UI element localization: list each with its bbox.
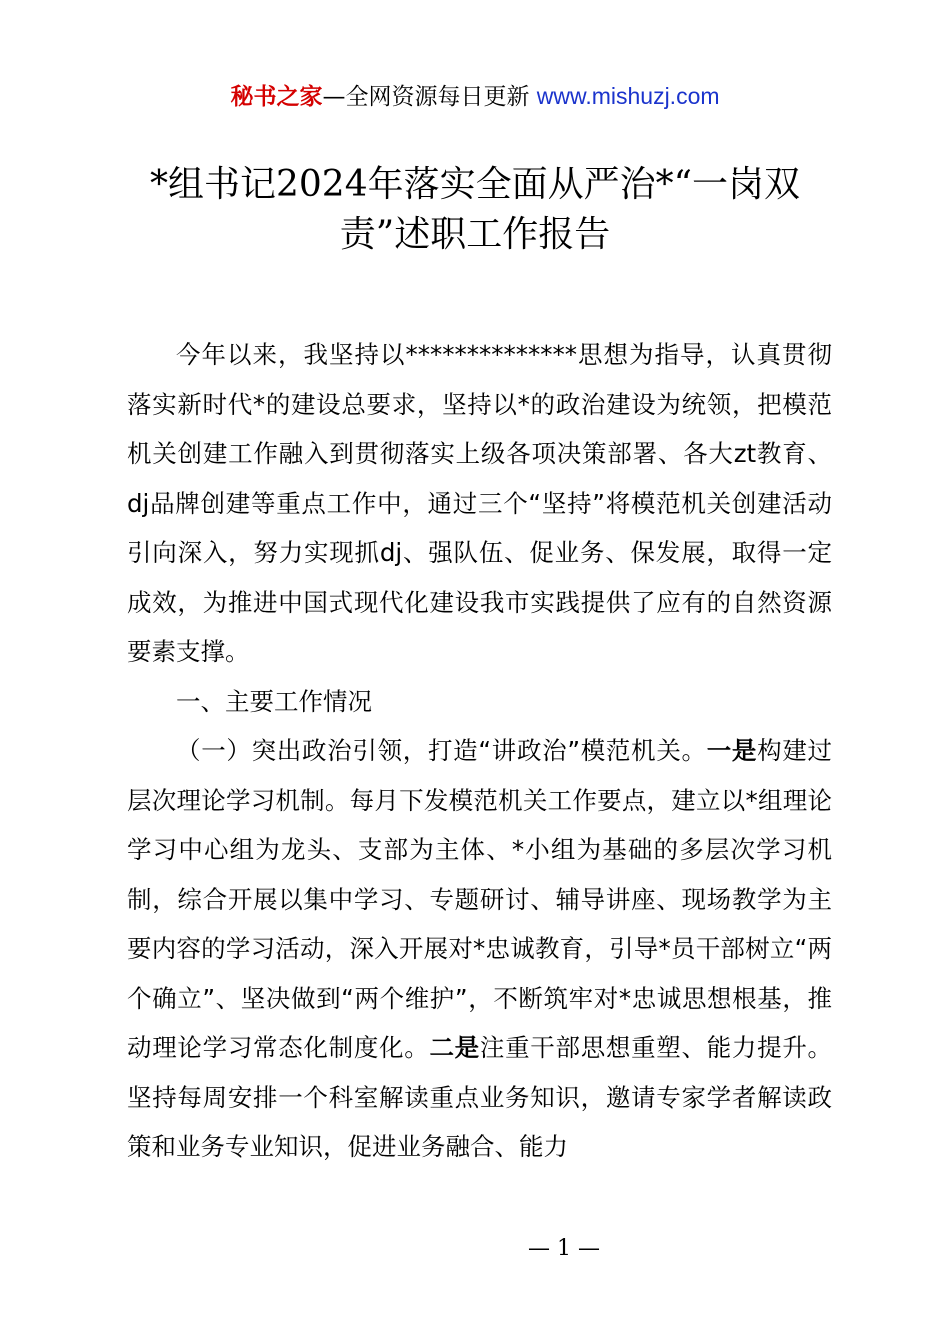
site-banner [0,80,950,113]
point-label-2: 二是 [429,1033,480,1062]
site-name: 秘书之家 [230,84,323,110]
site-tagline: —全网资源每日更新 [322,84,537,110]
document-body [127,330,832,1172]
point-label-1: 一是 [706,736,758,765]
section-heading: 一、主要工作情况 [176,686,372,716]
point-text-2: 注重干部思想重塑、能力提升。坚持每周安排一个科室解读重点业务知识，邀请专家学者解读政策和业务专业知识，促进业务融合、能力 [127,1033,833,1161]
subsection-paragraph [127,726,832,1172]
intro-paragraph: 今年以来，我坚持以**************思想为指导，认真贯彻落实新时代*的建设总要求，坚持以*的政治建设为统领，把模范机关创建工作融入到贯彻落实上级各项决策部署、各大zt教育、dj品牌创建等重点工作中，通过三个“坚持”将模范机关创建活动引向深入，努力实现抓dj、强队伍、促业务、保发展，取得一定成效，为推进中国式现代化建设我市实践提供了应有的自然资源要素支撑。 [127,340,832,666]
page-number-text: — 1 — [528,1236,600,1261]
document-title: *组书记2024年落实全面从严治*“一岗双责”述职工作报告 [149,164,801,255]
subsection-heading: （一）突出政治引领，打造“讲政治”模范机关。 [176,736,707,765]
page-number [0,1234,950,1264]
point-text-1: 构建过层次理论学习机制。每月下发模范机关工作要点，建立以*组理论学习中心组为龙头、支部为主体、*小组为基础的多层次学习机制，综合开展以集中学习、专题研讨、辅导讲座、现场教学为主要内容的学习活动，深入开展对*忠诚教育，引导*员干部树立“两个确立”、坚决做到“两个维护”，不断筑牢对*忠诚思想根基，推动理论学习常态化制度化。 [127,736,833,1062]
site-url-link[interactable]: www.mishuzj.com [536,83,720,109]
